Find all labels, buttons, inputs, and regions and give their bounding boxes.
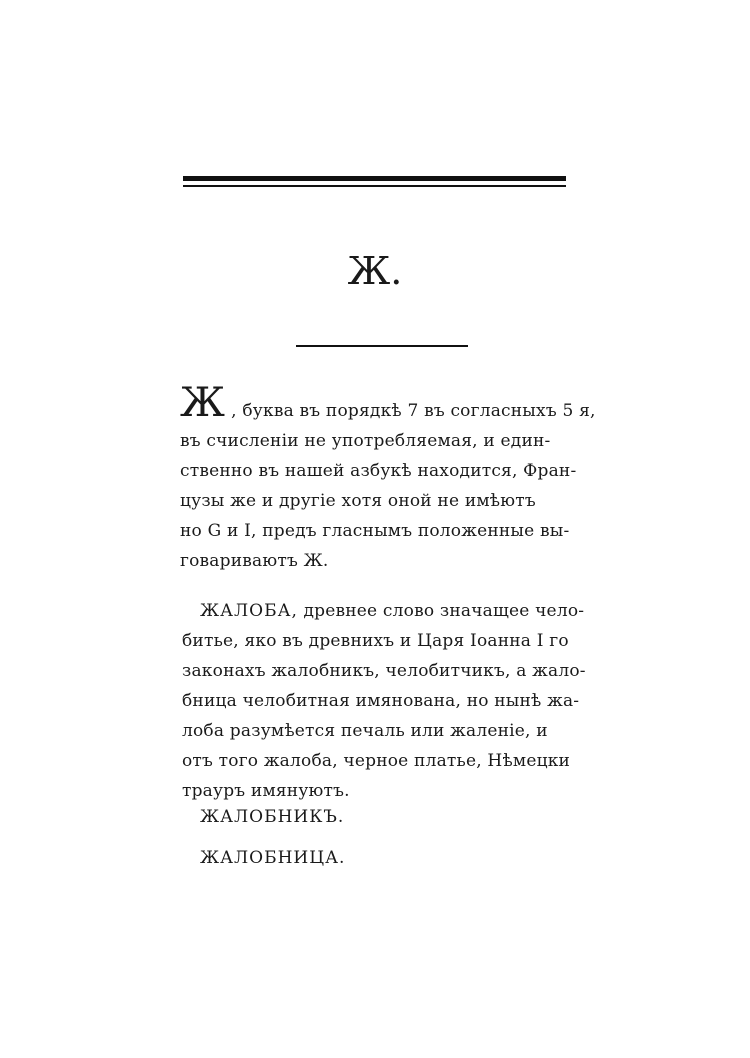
drop-cap-letter: Ж: [180, 380, 226, 426]
entry-line: но G и I, предъ гласнымъ положенные вы-: [180, 521, 570, 541]
entry-line: бница челобитная имянована, но нынѣ жа-: [182, 691, 580, 711]
entry-zh-letter: [180, 380, 596, 576]
entry-zhaloba: [182, 596, 586, 806]
entry-line: въ счисленіи не употребляемая, и един-: [180, 431, 551, 451]
entry-headword: ЖАЛОБА,: [200, 601, 298, 621]
entry-line-text: древнее слово значащее чело-: [297, 601, 585, 621]
entry-line: отъ того жалоба, черное платье, Нѣмецки: [182, 751, 571, 771]
header-rule-thin: [183, 185, 566, 187]
entry-line: законахъ жалобникъ, челобитчикъ, а жало-: [182, 661, 586, 681]
subentry-zhalobnik: ЖАЛОБНИКЪ.: [200, 807, 345, 827]
entry-line: лоба разумѣется печаль или жаленіе, и: [182, 721, 548, 741]
entry-line: битье, яко въ древнихъ и Царя Іоанна I го: [182, 631, 569, 651]
entry-line: цузы же и другіе хотя оной не имѣютъ: [180, 491, 536, 511]
entry-line: трауръ имянуютъ.: [182, 781, 350, 801]
subentry-zhalobnitsa: ЖАЛОБНИЦА.: [200, 848, 346, 868]
entry-line-text: , буква въ порядкѣ 7 въ согласныхъ 5 я,: [231, 401, 596, 421]
entry-line: ственно въ нашей азбукѣ находится, Фран-: [180, 461, 577, 481]
header-double-rule: [183, 176, 566, 187]
header-rule-thick: [183, 176, 566, 181]
entry-line: говариваютъ Ж.: [180, 551, 329, 571]
section-divider-rule: [296, 345, 468, 347]
entry-line: [182, 596, 585, 626]
entry-line: [180, 380, 596, 426]
section-letter-heading: Ж.: [347, 249, 403, 293]
